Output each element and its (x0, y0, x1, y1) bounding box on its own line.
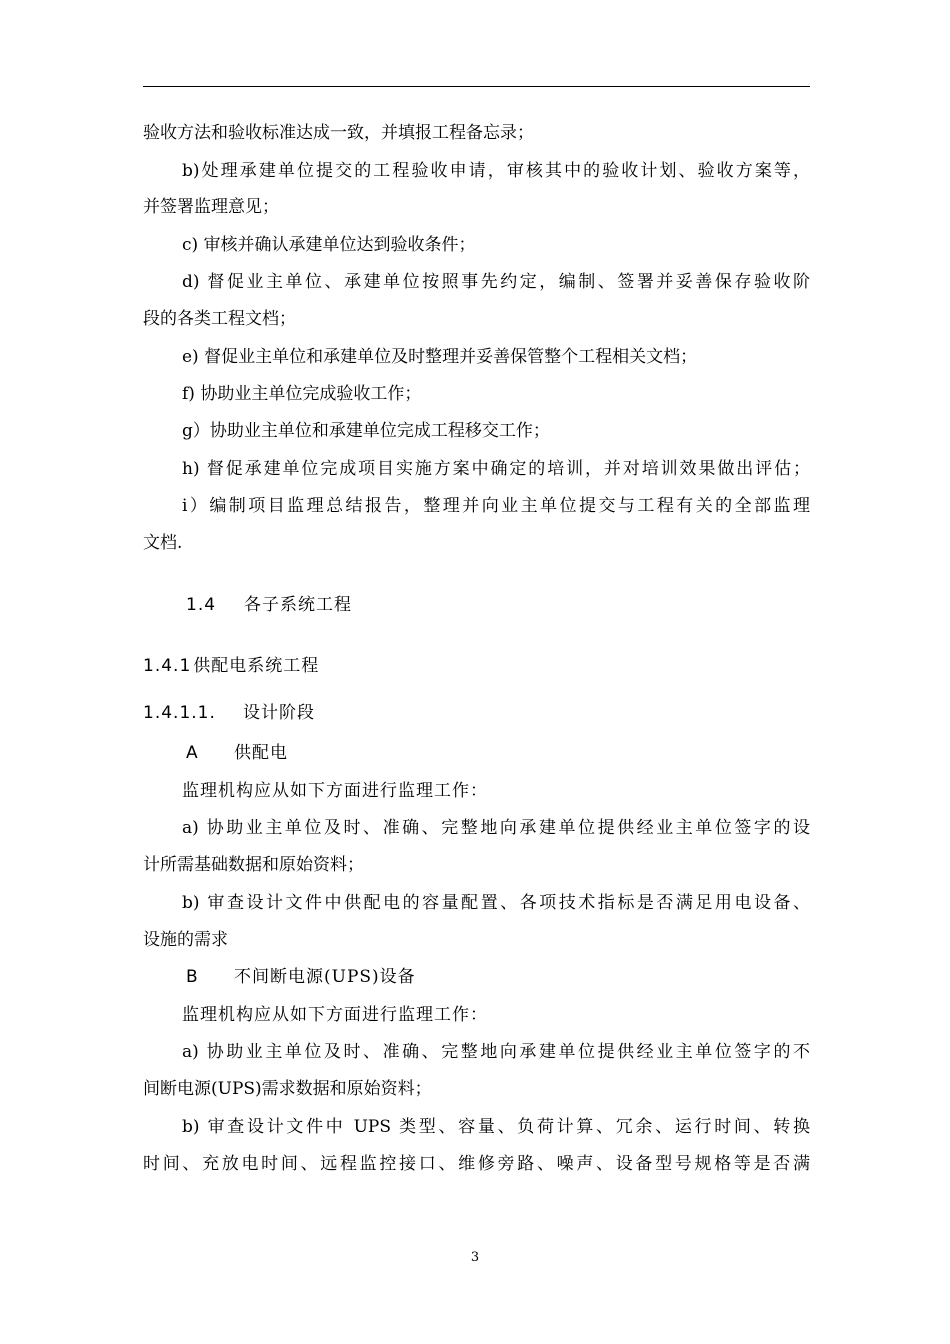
section-title: 各子系统工程 (244, 595, 352, 615)
section-number: 1.4.1.1. (143, 703, 216, 723)
subsection-letter: A (186, 743, 199, 763)
body-line: g）协助业主单位和承建单位完成工程移交工作； (182, 421, 550, 441)
section-heading-1-4 (186, 594, 853, 616)
section-title: 设计阶段 (243, 703, 315, 723)
body-line: i）编制项目监理总结报告，整理并向业主单位提交与工程有关的全部监理 (182, 496, 810, 516)
section-heading-1-4-1-1 (143, 702, 810, 724)
body-line: h) 督促承建单位完成项目实施方案中确定的培训，并对培训效果做出评估； (182, 459, 810, 479)
body-line: 文档. (143, 533, 183, 553)
section-title: 供配电系统工程 (193, 656, 320, 676)
body-line: 验收方法和验收标准达成一致，并填报工程备忘录； (143, 123, 534, 143)
body-line: 间断电源(UPS)需求数据和原始资料； (143, 1079, 432, 1099)
body-line: a) 协助业主单位及时、准确、完整地向承建单位提供经业主单位签字的不 (182, 1042, 810, 1062)
body-line: 监理机构应从如下方面进行监理工作： (182, 781, 488, 801)
body-line: d) 督促业主单位、承建单位按照事先约定，编制、签署并妥善保存验收阶 (182, 272, 810, 292)
header-rule (143, 86, 810, 87)
section-heading-1-4-1 (143, 655, 810, 677)
body-line: a) 协助业主单位及时、准确、完整地向承建单位提供经业主单位签字的设 (182, 818, 810, 838)
body-line: b) 审查设计文件中供配电的容量配置、各项技术指标是否满足用电设备、 (182, 893, 810, 913)
subsection-letter: B (186, 967, 199, 987)
section-number: 1.4 (186, 595, 217, 615)
body-line: 时间、充放电时间、远程监控接口、维修旁路、噪声、设备型号规格等是否满 (143, 1154, 810, 1174)
body-line: 监理机构应从如下方面进行监理工作： (182, 1005, 488, 1025)
body-line: b) 审查设计文件中 UPS 类型、容量、负荷计算、冗余、运行时间、转换 (182, 1117, 810, 1137)
body-line: b)处理承建单位提交的工程验收申请，审核其中的验收计划、验收方案等， (182, 161, 810, 181)
body-line: 计所需基础数据和原始资料； (143, 855, 364, 875)
section-number: 1.4.1 (143, 656, 192, 676)
subsection-title: 供配电 (234, 743, 288, 763)
body-line: c) 审核并确认承建单位达到验收条件； (182, 235, 476, 255)
body-line: e) 督促业主单位和承建单位及时整理并妥善保管整个工程相关文档； (182, 347, 698, 367)
subsection-title: 不间断电源(UPS)设备 (234, 967, 416, 987)
body-line: f) 协助业主单位完成验收工作； (182, 384, 422, 404)
subsection-a-heading (186, 742, 853, 764)
body-line: 设施的需求 (143, 930, 228, 950)
page-number: 3 (470, 1250, 480, 1265)
body-line: 段的各类工程文档； (143, 309, 296, 329)
subsection-b-heading (186, 966, 853, 988)
body-line: 并签署监理意见； (143, 197, 279, 217)
